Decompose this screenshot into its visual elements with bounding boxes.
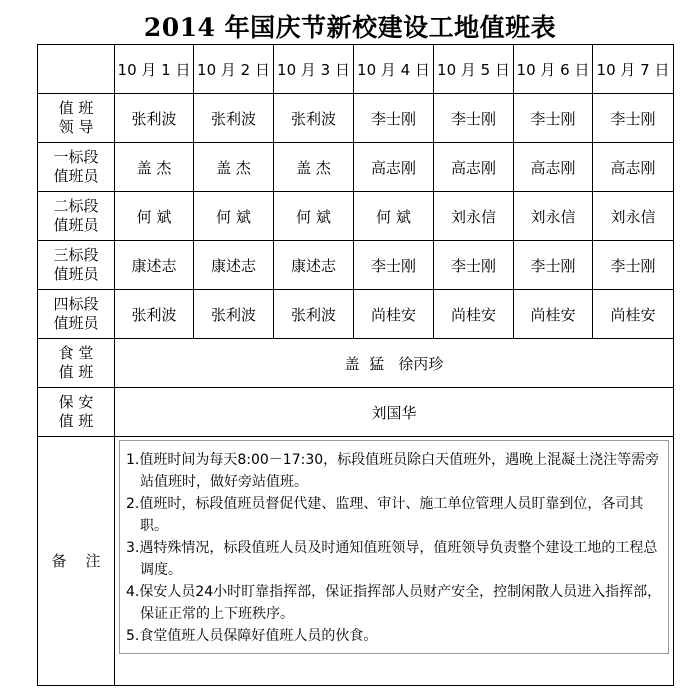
name-cell: 刘永信 — [514, 192, 593, 241]
name-cell: 李士刚 — [593, 94, 674, 143]
row-label — [38, 192, 115, 241]
name-cell: 康述志 — [274, 241, 354, 290]
canteen-row — [38, 339, 674, 388]
notes-label: 备 注 — [38, 437, 115, 686]
row-label-line: 值班员 — [53, 265, 99, 283]
date-header: 10 月 7 日 — [593, 45, 674, 94]
note-item: 3.遇特殊情况，标段值班人员及时通知值班领导，值班领导负责整个建设工地的工程总调度。 — [126, 540, 658, 578]
name-cell: 张利波 — [194, 290, 274, 339]
name-cell: 康述志 — [194, 241, 274, 290]
date-header: 10 月 4 日 — [354, 45, 434, 94]
name-cell: 张利波 — [115, 94, 194, 143]
name-cell: 尚桂安 — [434, 290, 514, 339]
row-label — [38, 143, 115, 192]
table-row — [38, 241, 674, 290]
row-label — [38, 241, 115, 290]
table-row — [38, 143, 674, 192]
date-header: 10 月 5 日 — [434, 45, 514, 94]
note-item: 2.值班时，标段值班员督促代建、监理、审计、施工单位管理人员盯靠到位，各司其职。 — [126, 496, 644, 534]
security-row — [38, 388, 674, 437]
name-cell: 刘永信 — [593, 192, 674, 241]
page-title: 2014 年国庆节新校建设工地值班表 — [143, 13, 557, 42]
name-cell: 李士刚 — [514, 241, 593, 290]
row-label-line: 二标段 — [53, 197, 99, 215]
table-row — [38, 192, 674, 241]
row-label-line: 领 导 — [58, 118, 94, 136]
name-cell: 张利波 — [115, 290, 194, 339]
name-cell: 李士刚 — [434, 241, 514, 290]
note-item: 5.食堂值班人员保障好值班人员的伙食。 — [126, 628, 378, 644]
date-header: 10 月 3 日 — [274, 45, 354, 94]
name-cell: 张利波 — [194, 94, 274, 143]
name-cell: 何 斌 — [354, 192, 434, 241]
name-cell: 高志刚 — [434, 143, 514, 192]
name-cell: 盖 杰 — [274, 143, 354, 192]
corner-cell — [38, 45, 115, 94]
date-header: 10 月 1 日 — [115, 45, 194, 94]
name-cell: 何 斌 — [274, 192, 354, 241]
row-label-line: 四标段 — [53, 295, 99, 313]
notes-cell — [115, 437, 674, 686]
name-cell: 李士刚 — [434, 94, 514, 143]
name-cell: 尚桂安 — [354, 290, 434, 339]
row-label-line: 三标段 — [53, 246, 99, 264]
row-label-line: 食 堂 — [58, 344, 94, 362]
row-label — [38, 290, 115, 339]
canteen-staff-cell: 盖 猛 徐丙珍 — [115, 339, 674, 388]
name-cell: 李士刚 — [354, 94, 434, 143]
row-label-line: 一标段 — [53, 148, 99, 166]
row-label-line: 值班员 — [53, 314, 99, 332]
row-label-line: 值班员 — [53, 167, 99, 185]
name-cell: 尚桂安 — [593, 290, 674, 339]
name-cell: 李士刚 — [514, 94, 593, 143]
name-cell: 张利波 — [274, 290, 354, 339]
name-cell: 盖 杰 — [115, 143, 194, 192]
name-cell: 盖 杰 — [194, 143, 274, 192]
date-header: 10 月 2 日 — [194, 45, 274, 94]
name-cell: 何 斌 — [115, 192, 194, 241]
row-label-line: 值 班 — [58, 412, 94, 430]
duty-table — [37, 44, 674, 686]
table-row — [38, 290, 674, 339]
name-cell: 张利波 — [274, 94, 354, 143]
name-cell: 何 斌 — [194, 192, 274, 241]
name-cell: 高志刚 — [593, 143, 674, 192]
notes-row — [38, 437, 674, 686]
row-label — [38, 339, 115, 388]
name-cell: 李士刚 — [593, 241, 674, 290]
row-label — [38, 94, 115, 143]
name-cell: 刘永信 — [434, 192, 514, 241]
row-label-line: 值班员 — [53, 216, 99, 234]
note-item: 1.值班时间为每天8:00－17:30，标段值班员除白天值班外，遇晚上混凝土浇注等需旁站值班时，做好旁站值班。 — [126, 452, 660, 490]
name-cell: 尚桂安 — [514, 290, 593, 339]
notes-box — [119, 440, 669, 654]
date-header: 10 月 6 日 — [514, 45, 593, 94]
name-cell: 高志刚 — [354, 143, 434, 192]
row-label — [38, 388, 115, 437]
row-label-line: 保 安 — [58, 393, 94, 411]
header-row — [38, 45, 674, 94]
note-item: 4.保安人员24小时盯靠指挥部，保证指挥部人员财产安全，控制闲散人员进入指挥部，保证正常的上下班秩序。 — [126, 584, 662, 622]
name-cell: 高志刚 — [514, 143, 593, 192]
name-cell: 康述志 — [115, 241, 194, 290]
table-row — [38, 94, 674, 143]
name-cell: 李士刚 — [354, 241, 434, 290]
row-label-line: 值 班 — [58, 363, 94, 381]
security-staff-cell: 刘国华 — [115, 388, 674, 437]
row-label-line: 值 班 — [58, 99, 94, 117]
